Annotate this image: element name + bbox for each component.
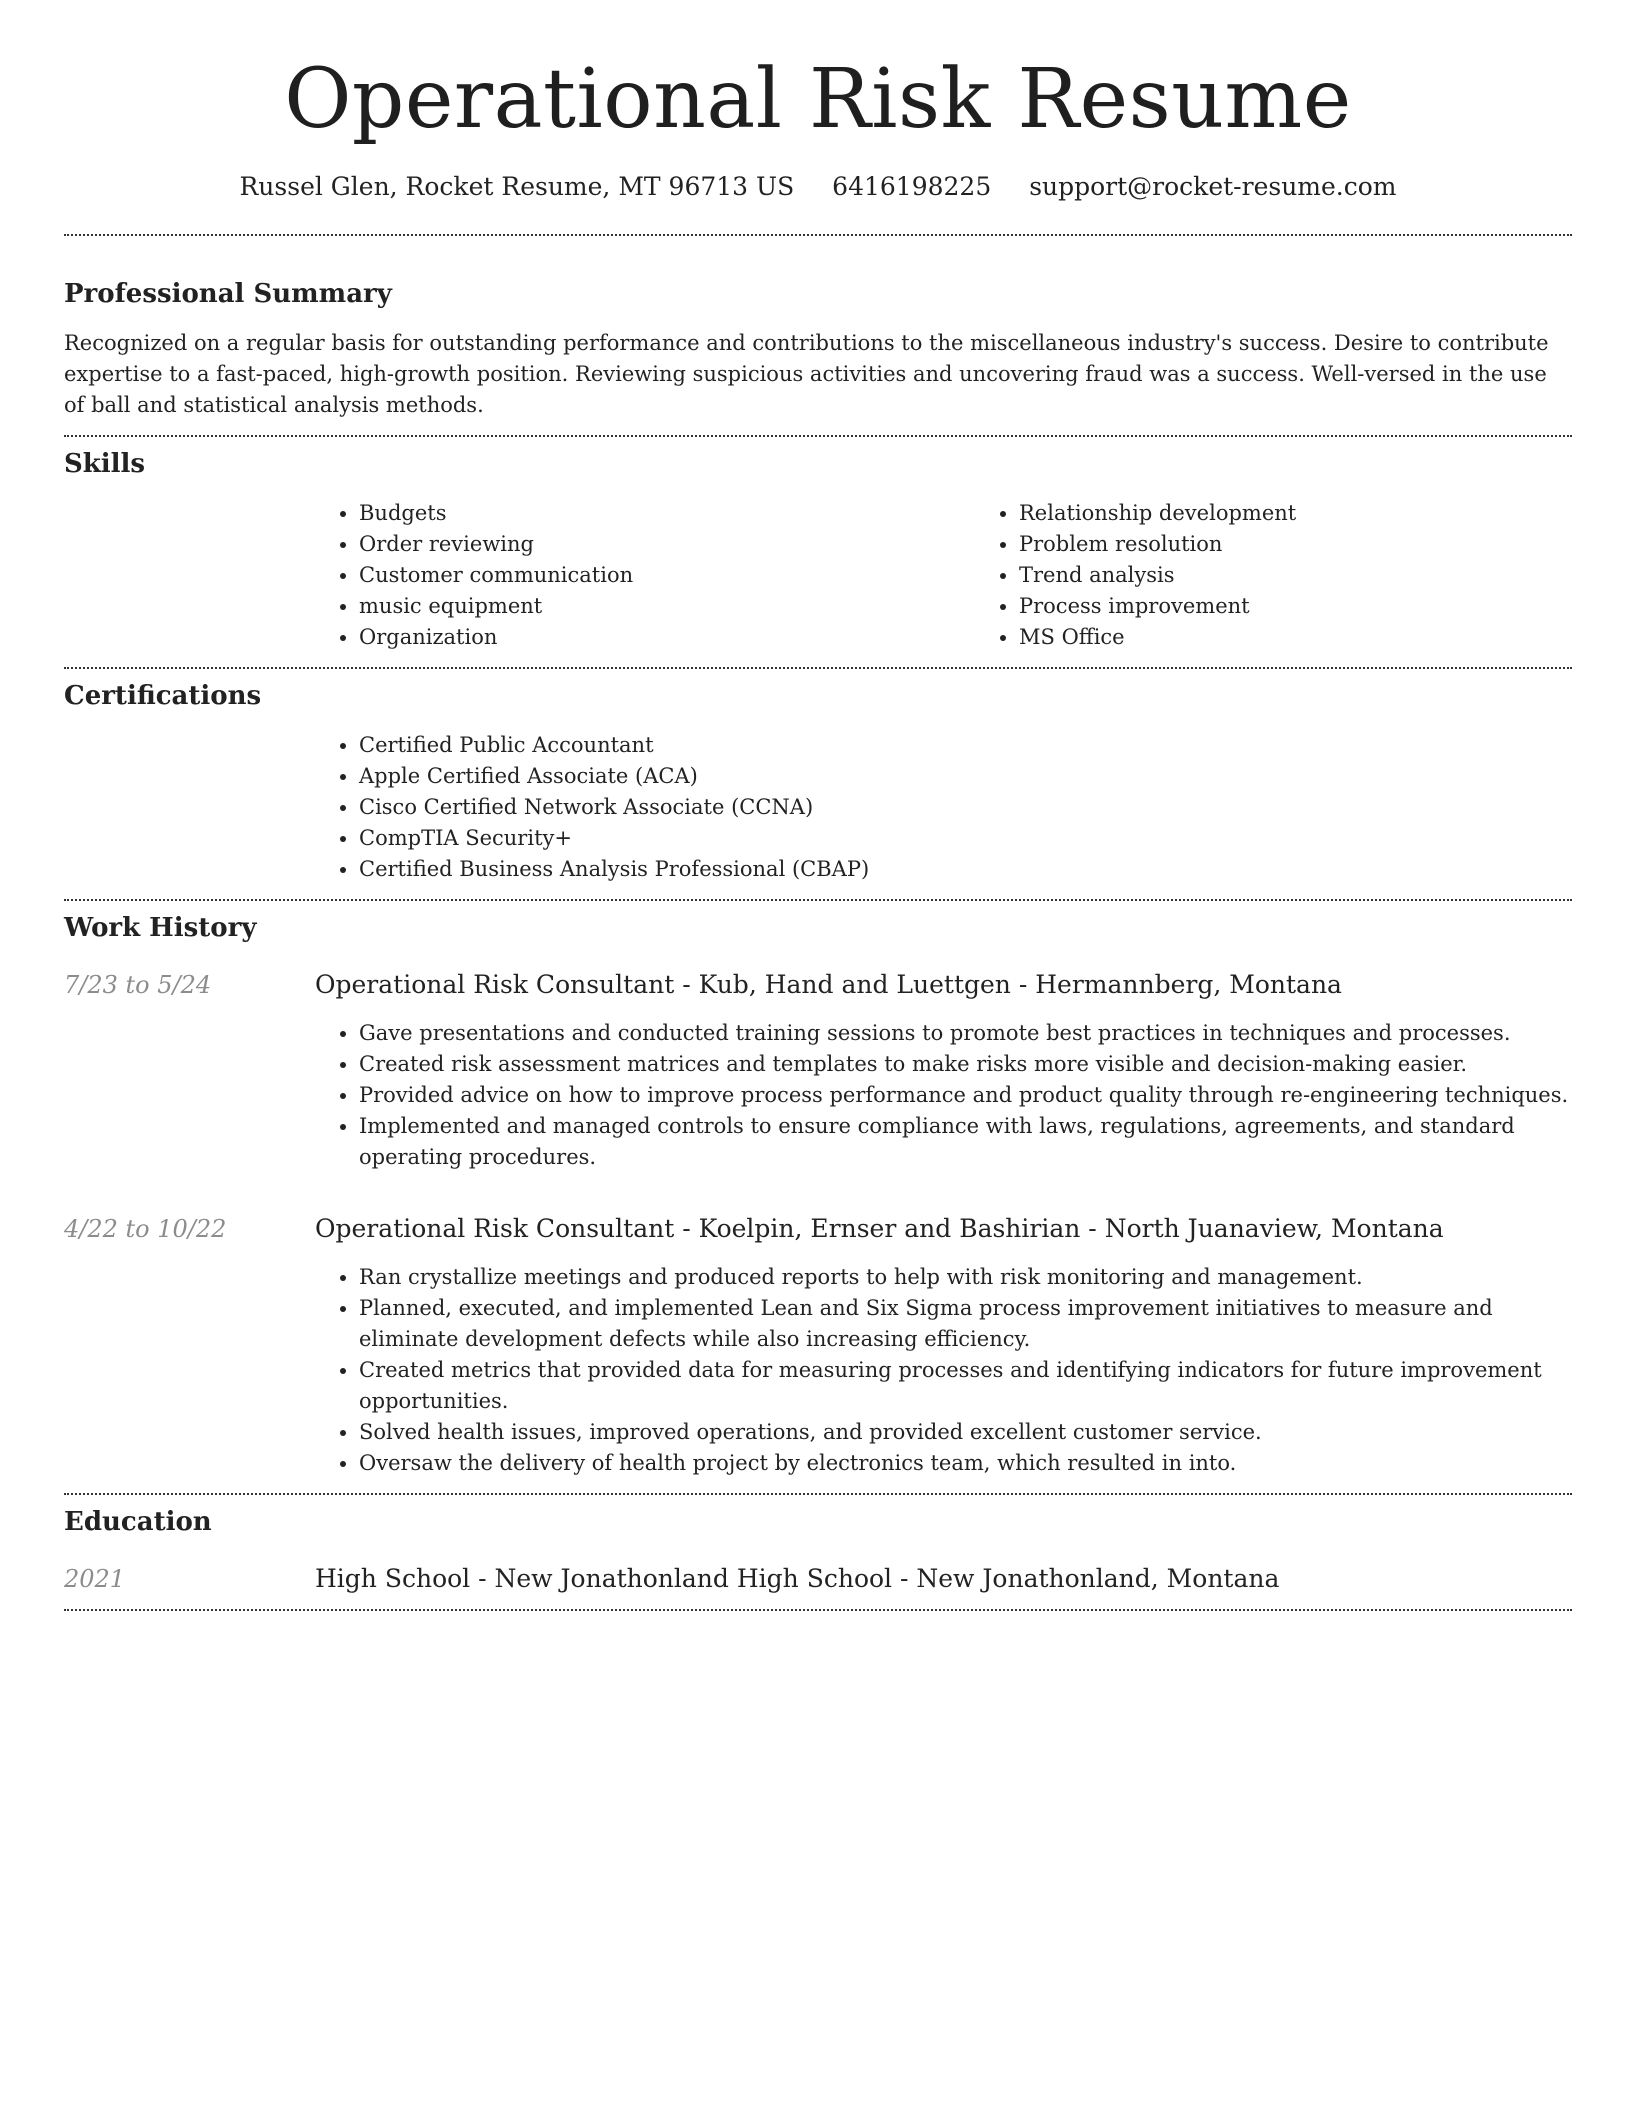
job-bullet: • Oversaw the delivery of health project by electronics team, which resulted in into. <box>359 1448 1572 1479</box>
skill-item: • Customer communication <box>359 560 975 591</box>
certifications-section <box>64 679 1572 899</box>
skills-column-left <box>315 498 975 653</box>
skill-item: • MS Office <box>1019 622 1619 653</box>
divider <box>64 667 1572 669</box>
skill-item: • Process improvement <box>1019 591 1619 622</box>
education-title: High School - New Jonathonland High School - New Jonathonland, Montana <box>315 1564 1280 1593</box>
summary-text: Recognized on a regular basis for outstanding performance and contributions to the miscellaneous industry's success. Desire to contribute expertise to a fast-paced, high-growth position. Reviewing suspicious activities and uncovering fraud was a success. Well-versed in the use of ball and statistical analysis methods. <box>64 331 1549 417</box>
job-dates: 7/23 to 5/24 <box>64 971 212 999</box>
skills-heading: Skills <box>64 449 146 479</box>
skill-item: • Trend analysis <box>1019 560 1619 591</box>
skill-item: • Relationship development <box>1019 498 1619 529</box>
skill-item: • Budgets <box>359 498 975 529</box>
divider <box>64 435 1572 437</box>
resume-page <box>64 0 1572 1611</box>
contact-address: Russel Glen, Rocket Resume, MT 96713 US <box>239 172 795 201</box>
education-heading: Education <box>64 1507 212 1537</box>
summary-section <box>64 277 1572 435</box>
divider <box>64 1609 1572 1611</box>
contact-line <box>64 170 1572 204</box>
job-bullets <box>315 1018 1572 1173</box>
certifications-list <box>315 730 1572 899</box>
job-entry <box>64 1213 1572 1493</box>
skill-item: • Order reviewing <box>359 529 975 560</box>
job-bullet: • Ran crystallize meetings and produced reports to help with risk monitoring and management. <box>359 1262 1572 1293</box>
skill-item: • Organization <box>359 622 975 653</box>
work-history-section <box>64 911 1572 1493</box>
job-bullet: • Gave presentations and conducted training sessions to promote best practices in techniques and processes. <box>359 1018 1572 1049</box>
certification-item: • Cisco Certified Network Associate (CCNA) <box>359 792 1572 823</box>
job-entry <box>64 969 1572 1173</box>
job-bullet: • Created metrics that provided data for measuring processes and identifying indicators for future improvement opportunities. <box>359 1355 1572 1417</box>
certification-item: • Certified Public Accountant <box>359 730 1572 761</box>
contact-phone: 6416198225 <box>832 172 992 201</box>
certification-item: • Apple Certified Associate (ACA) <box>359 761 1572 792</box>
skill-item: • Problem resolution <box>1019 529 1619 560</box>
certification-item: • CompTIA Security+ <box>359 823 1572 854</box>
job-title: Operational Risk Consultant - Koelpin, Ernser and Bashirian - North Juanaview, Montana <box>315 1214 1444 1243</box>
contact-email: support@rocket-resume.com <box>1029 172 1397 201</box>
resume-title: Operational Risk Resume <box>284 52 1352 147</box>
job-bullet: • Solved health issues, improved operations, and provided excellent customer service. <box>359 1417 1572 1448</box>
education-year: 2021 <box>64 1565 126 1593</box>
job-dates: 4/22 to 10/22 <box>64 1215 227 1243</box>
divider <box>64 234 1572 236</box>
certifications-heading: Certifications <box>64 681 262 711</box>
education-section <box>64 1505 1572 1609</box>
job-bullets <box>315 1262 1572 1479</box>
job-bullet: • Planned, executed, and implemented Lean and Six Sigma process improvement initiatives to measure and eliminate development defects while also increasing efficiency. <box>359 1293 1572 1355</box>
job-title: Operational Risk Consultant - Kub, Hand and Luettgen - Hermannberg, Montana <box>315 970 1342 999</box>
skills-list <box>315 498 1572 667</box>
skill-item: • music equipment <box>359 591 975 622</box>
work-history-heading: Work History <box>64 913 257 943</box>
divider <box>64 1493 1572 1495</box>
education-entry <box>64 1563 1572 1609</box>
divider <box>64 899 1572 901</box>
summary-heading: Professional Summary <box>64 279 392 309</box>
job-bullet: • Created risk assessment matrices and templates to make risks more visible and decision-making easier. <box>359 1049 1572 1080</box>
job-bullet: • Implemented and managed controls to ensure compliance with laws, regulations, agreements, and standard operating procedures. <box>359 1111 1572 1173</box>
skills-column-right <box>975 498 1619 653</box>
job-bullet: • Provided advice on how to improve process performance and product quality through re-engineering techniques. <box>359 1080 1572 1111</box>
skills-section <box>64 447 1572 667</box>
certification-item: • Certified Business Analysis Professional (CBAP) <box>359 854 1572 885</box>
